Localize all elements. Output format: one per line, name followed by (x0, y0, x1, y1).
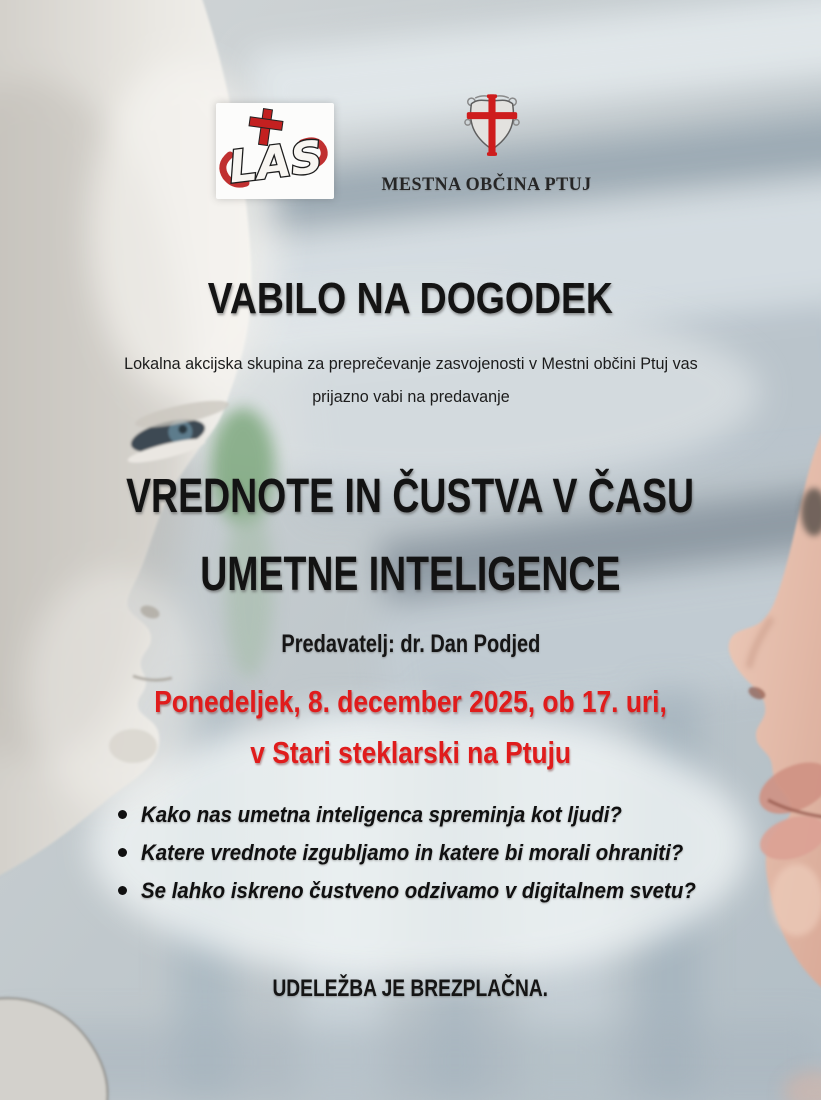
las-logo (216, 103, 334, 199)
event-datetime: Ponedeljek, 8. december 2025, ob 17. uri, (154, 684, 667, 719)
event-title-line1: VREDNOTE IN ČUSTVA V ČASU (126, 470, 695, 523)
las-logo-graphic (216, 103, 334, 199)
bullet-dot-icon (118, 810, 127, 819)
question-text: Katere vrednote izgubljamo in katere bi morali ohraniti? (141, 840, 684, 865)
las-logo-text: LAS (226, 131, 326, 194)
question-list (118, 803, 738, 917)
ptuj-coat-of-arms (464, 94, 520, 160)
event-venue: v Stari steklarski na Ptuju (250, 735, 571, 770)
municipality-name: MESTNA OBČINA PTUJ (381, 174, 593, 195)
bullet-dot-icon (118, 886, 127, 895)
bullet-dot-icon (118, 848, 127, 857)
question-text: Se lahko iskreno čustveno odzivamo v digitalnem svetu? (141, 878, 696, 903)
lecturer-line: Predavatelj: dr. Dan Podjed (281, 630, 540, 658)
admission-note: UDELEŽBA JE BREZPLAČNA. (272, 975, 549, 1002)
event-title-line2: UMETNE INTELIGENCE (200, 548, 621, 601)
question-item (118, 803, 738, 826)
intro-text: Lokalna akcijska skupina za preprečevanje zasvojenosti v Mestni občini Ptuj vas prijazno vabi na predavanje (123, 354, 698, 406)
question-item (118, 841, 738, 864)
question-item (118, 879, 738, 902)
invitation-heading: VABILO NA DOGODEK (207, 274, 614, 323)
question-text: Kako nas umetna inteligenca spreminja kot ljudi? (141, 802, 622, 827)
